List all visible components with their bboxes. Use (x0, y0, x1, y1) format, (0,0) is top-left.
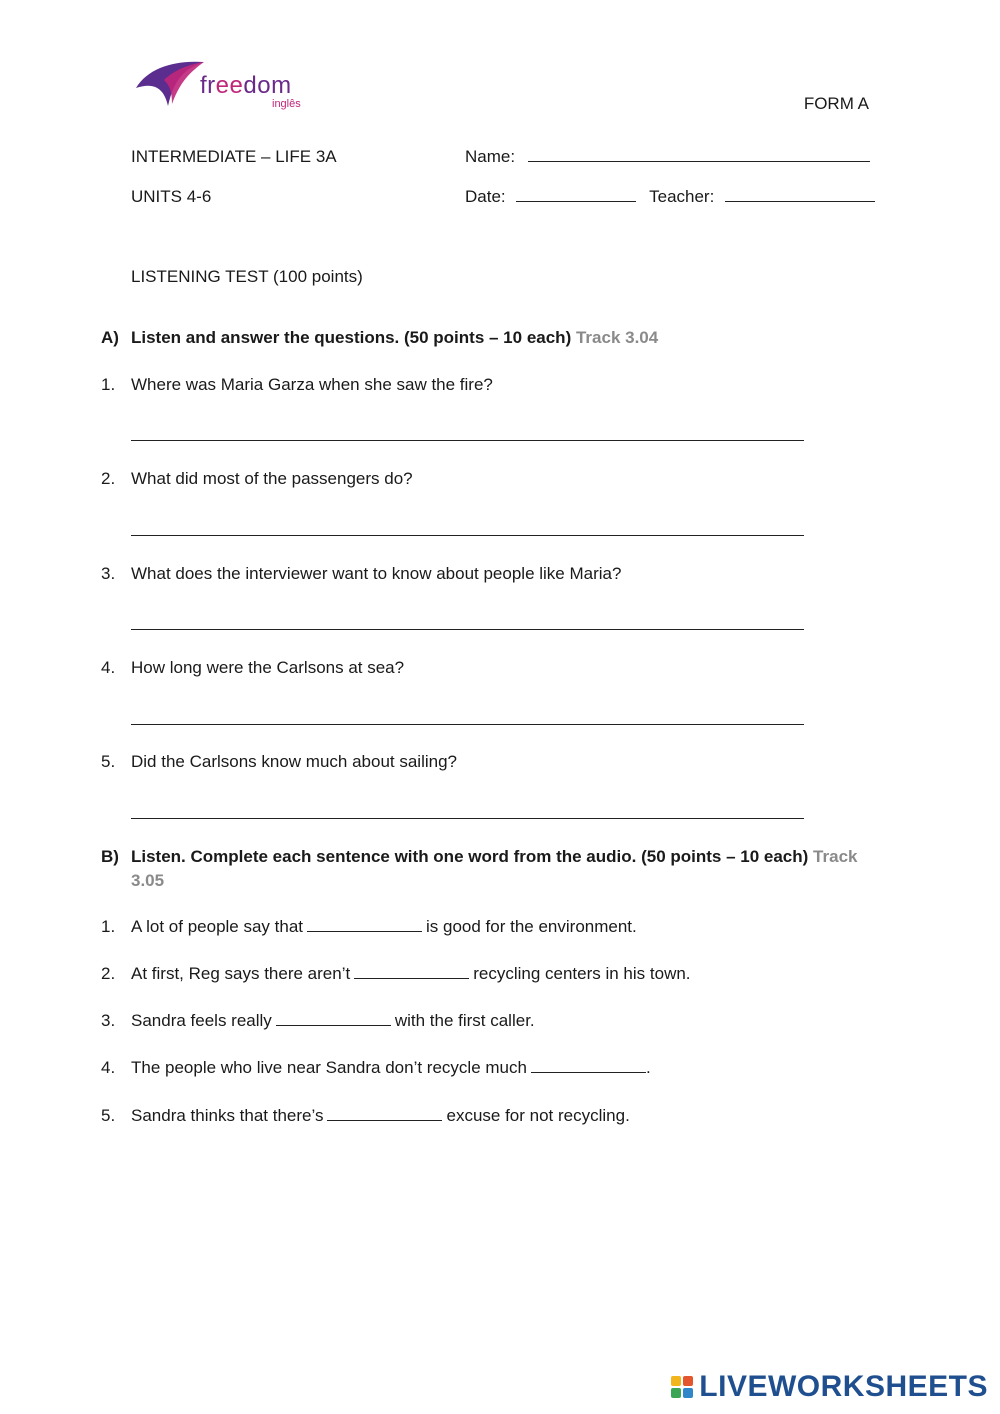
bird-logo-icon (134, 58, 206, 110)
date-field[interactable] (465, 187, 875, 207)
sentence-number: 5. (101, 1106, 116, 1125)
question-text: Did the Carlsons know much about sailing? (131, 752, 458, 771)
sentence-number: 4. (101, 1058, 116, 1077)
fill-in-blank[interactable] (307, 917, 422, 932)
fill-in-blank[interactable] (276, 1011, 391, 1026)
freedom-logo (134, 58, 304, 114)
section-b-instruction: Listen. Complete each sentence with one word from the audio. (50 points – 10 each) (131, 847, 809, 866)
section-b-track-number: 3.05 (131, 871, 165, 890)
logo-brand: freedom (200, 72, 292, 99)
section-a-letter: A) (101, 328, 119, 347)
units-label: UNITS 4-6 (131, 187, 212, 206)
sentence-number: 3. (101, 1011, 116, 1030)
answer-line[interactable] (131, 724, 804, 725)
question-text: What does the interviewer want to know about people like Maria? (131, 564, 622, 583)
sentence-before: Sandra thinks that there’s (131, 1106, 324, 1125)
question-number: 2. (101, 469, 116, 488)
answer-line[interactable] (131, 818, 804, 819)
section-a-heading (131, 328, 658, 348)
name-label: Name: (465, 147, 516, 166)
logo-subtitle: inglês (272, 98, 301, 110)
question-text: How long were the Carlsons at sea? (131, 658, 405, 677)
answer-line[interactable] (131, 535, 804, 536)
test-title: LISTENING TEST (100 points) (131, 267, 363, 286)
sentence-before: A lot of people say that (131, 917, 304, 936)
sentence (131, 917, 637, 937)
fill-in-blank[interactable] (327, 1106, 442, 1121)
sentence-before: Sandra feels really (131, 1011, 272, 1030)
section-b-letter: B) (101, 847, 119, 866)
course-title: INTERMEDIATE – LIFE 3A (131, 147, 337, 166)
question-text: What did most of the passengers do? (131, 469, 413, 488)
teacher-line[interactable] (725, 187, 875, 202)
section-b-track: Track (813, 847, 858, 866)
question-number: 1. (101, 375, 116, 394)
question-number: 4. (101, 658, 116, 677)
date-label: Date: (465, 187, 506, 206)
sentence-before: The people who live near Sandra don’t recycle much (131, 1058, 527, 1077)
section-a-track: Track 3.04 (575, 328, 659, 347)
question-number: 5. (101, 752, 116, 771)
teacher-label: Teacher: (649, 187, 715, 206)
liveworksheets-text: LIVEWORKSHEETS (699, 1370, 988, 1403)
sentence-before: At first, Reg says there aren’t (131, 964, 351, 983)
sentence-after: is good for the environment. (426, 917, 637, 936)
sentence (131, 1011, 535, 1031)
fill-in-blank[interactable] (531, 1058, 646, 1073)
fill-in-blank[interactable] (354, 964, 469, 979)
sentence-number: 2. (101, 964, 116, 983)
liveworksheets-watermark (671, 1370, 988, 1404)
name-line[interactable] (528, 147, 870, 162)
form-label: FORM A (803, 94, 869, 113)
sentence-after: recycling centers in his town. (473, 964, 691, 983)
sentence (131, 964, 691, 984)
sentence-number: 1. (101, 917, 116, 936)
answer-line[interactable] (131, 440, 804, 441)
section-a-instruction: Listen and answer the questions. (50 points – 10 each) (131, 328, 572, 347)
question-text: Where was Maria Garza when she saw the fire? (131, 375, 493, 394)
sentence-after: excuse for not recycling. (446, 1106, 630, 1125)
answer-line[interactable] (131, 629, 804, 630)
section-b-heading (131, 847, 857, 867)
name-field[interactable] (465, 147, 870, 167)
liveworksheets-icon (671, 1376, 693, 1398)
sentence (131, 1058, 651, 1078)
sentence (131, 1106, 630, 1126)
sentence-after: . (645, 1058, 651, 1077)
sentence-after: with the first caller. (394, 1011, 535, 1030)
question-number: 3. (101, 564, 116, 583)
logo-brand-highlight: ee (215, 72, 244, 99)
date-line[interactable] (516, 187, 636, 202)
